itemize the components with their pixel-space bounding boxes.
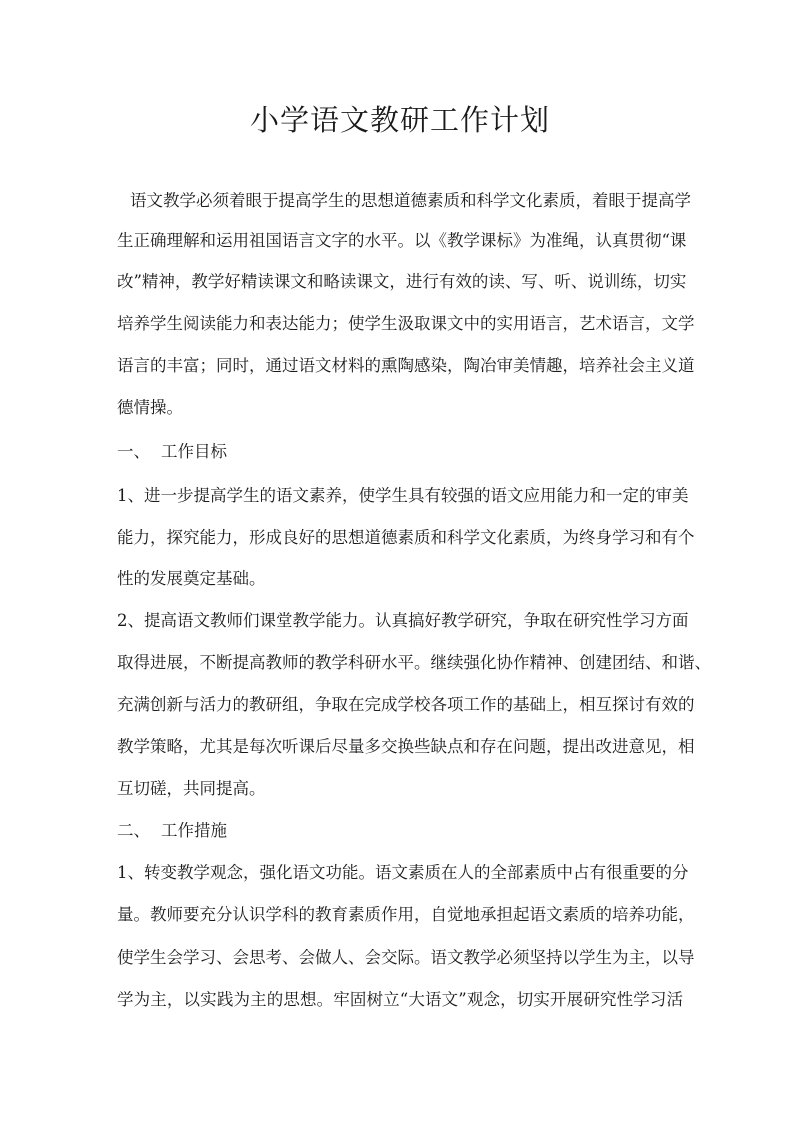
goal-2-line-3: 充满创新与活力的教研组，争取在完成学校各项工作的基础上，相互探讨有效的 [117,695,695,714]
intro-line-5: 语言的丰富；同时，通过语文材料的熏陶感染，陶冶审美情趣，培养社会主义道 [117,356,695,375]
measure-1-line-4: 学为主，以实践为主的思想。牢固树立“大语文”观念，切实开展研究性学习活 [117,990,683,1009]
intro-line-2: 生正确理解和运用祖国语言文字的水平。以《教学课标》为准绳，认真贯彻“课 [117,231,687,250]
intro-line-1: 语文教学必须着眼于提高学生的思想道德素质和科学文化素质，着眼于提高学 [130,191,691,210]
section-heading-measures [117,817,227,845]
goal-1-line-2: 能力，探究能力，形成良好的思想道德素质和科学文化素质，为终身学习和有个 [117,528,695,547]
goal-1-line-1: 1、进一步提高学生的语文素养，使学生具有较强的语文应用能力和一定的审美 [117,486,689,505]
document-title: 小学语文教研工作计划 [249,103,550,137]
measure-1-line-1: 1、转变教学观念，强化语文功能。语文素质在人的全部素质中占有很重要的分 [117,863,689,882]
intro-line-4: 培养学生阅读能力和表达能力；使学生汲取课文中的实用语言，艺术语言，文学 [117,314,695,333]
goal-2-line-5: 互切磋，共同提高。 [117,779,266,798]
goal-2-line-4: 教学策略，尤其是每次听课后尽量多交换些缺点和存在问题，提出改进意见，相 [117,737,695,756]
goal-2-line-1: 2、提高语文教师们课堂教学能力。认真搞好教学研究，争取在研究性学习方面 [117,611,689,630]
goal-2-line-2: 取得进展，不断提高教师的教学科研水平。继续强化协作精神、创建团结、和谐、 [117,653,711,672]
intro-line-3: 改”精神，教学好精读课文和略读课文，进行有效的读、写、听、说训练，切实 [117,272,687,291]
section-heading-goals [117,438,227,466]
goal-1-line-3: 性的发展奠定基础。 [117,569,266,588]
section-number: 二、 [117,821,150,840]
section-title: 工作措施 [161,821,227,840]
section-title: 工作目标 [161,442,227,461]
measure-1-line-2: 量。教师要充分认识学科的教育素质作用，自觉地承担起语文素质的培养功能， [117,905,695,924]
measure-1-line-3: 使学生会学习、会思考、会做人、会交际。语文教学必须坚持以学生为主，以导 [117,948,695,967]
section-number: 一、 [117,442,150,461]
intro-line-6: 德情操。 [117,398,183,417]
